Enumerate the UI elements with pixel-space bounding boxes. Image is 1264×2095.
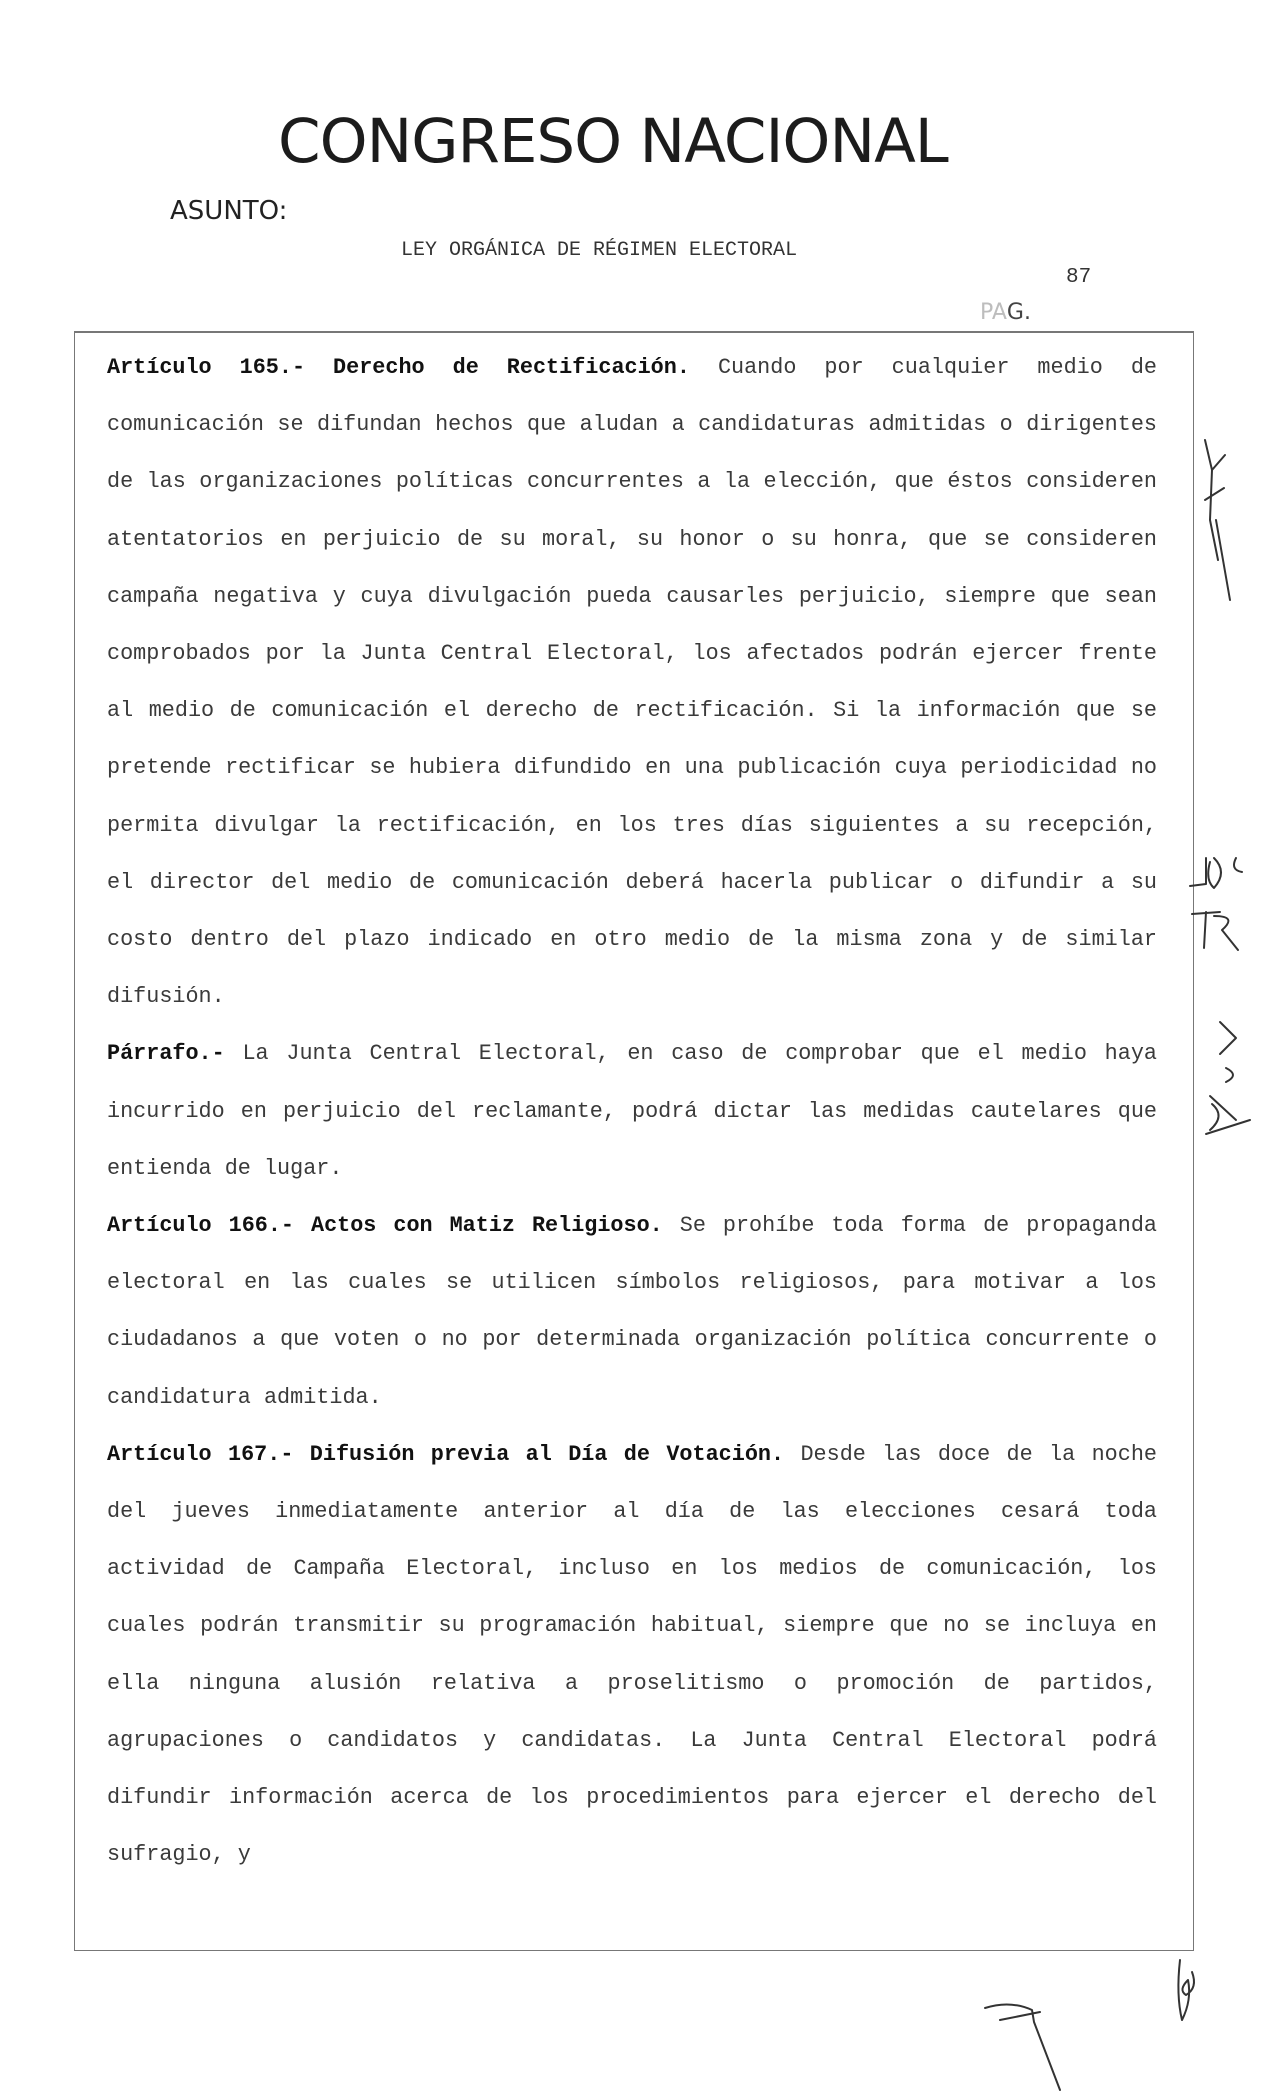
margin-initials-lower	[1206, 1022, 1250, 1134]
parrafo-text: La Junta Central Electoral, en caso de comprobar que el medio haya incurrido en perjuicio del reclamante, podrá dictar las medidas cautelares que entienda de lugar.	[107, 1041, 1157, 1181]
article-167	[107, 1426, 1157, 1884]
article-166-heading: Artículo 166.- Actos con Matiz Religioso.	[107, 1213, 663, 1239]
initials-bottom-right	[1178, 1960, 1194, 2020]
signature	[985, 2004, 1060, 2090]
article-166-text: Se prohíbe toda forma de propaganda electoral en las cuales se utilicen símbolos religiosos, para motivar a los ciudadanos a que voten o no por determinada organización política concurrente o candidatura admitida.	[107, 1213, 1158, 1410]
page-label-faint: PA	[980, 300, 1007, 325]
article-165	[107, 339, 1157, 1025]
article-166	[107, 1197, 1157, 1426]
parrafo-heading: Párrafo.-	[107, 1041, 225, 1067]
page-label-rest: G.	[1006, 300, 1031, 325]
article-167-heading: Artículo 167.- Difusión previa al Día de Votación.	[107, 1441, 785, 1467]
article-167-text: Desde las doce de la noche del jueves inmediatamente anterior al día de las elecciones cesará toda actividad de Campaña Electoral, incluso en los medios de comunicación, los cuales podrán transmitir su programación habitual, siempre que no se incluya en ella ninguna alusión relativa a proselitismo o promoción de partidos, agrupaciones o candidatos y candidatas. La Junta Central Electoral podrá difundir información acerca de los procedimientos para ejercer el derecho del sufragio, y	[107, 1441, 1158, 1868]
margin-initials-top	[1205, 440, 1230, 600]
article-165-text: Cuando por cualquier medio de comunicación se difundan hechos que aludan a candidaturas admitidas o dirigentes de las organizaciones políticas concurrentes a la elección, que éstos consideren atentatorios en perjuicio de su moral, su honor o su honra, que se consideren campaña negativa y cuya divulgación pueda causarles perjuicio, siempre que sean comprobados por la Junta Central Electoral, los afectados podrán ejercer frente al medio de comunicación el derecho de rectificación. Si la información que se pretende rectificar se hubiera difundido en una publicación cuya periodicidad no permita divulgar la rectificación, en los tres días siguientes a su recepción, el director del medio de comunicación deberá hacerla publicar o difundir a su costo dentro del plazo indicado en otro medio de la misma zona y de similar difusión.	[107, 355, 1157, 1010]
asunto-label: ASUNTO:	[170, 196, 288, 226]
margin-initials-middle	[1190, 858, 1242, 950]
parrafo	[107, 1025, 1157, 1197]
page-label	[980, 300, 1031, 325]
article-165-heading: Artículo 165.- Derecho de Rectificación.	[107, 355, 690, 380]
page-number: 87	[1066, 266, 1092, 289]
page-title: CONGRESO NACIONAL	[278, 106, 948, 177]
document-body	[107, 339, 1157, 1883]
document-subject: LEY ORGÁNICA DE RÉGIMEN ELECTORAL	[401, 239, 798, 262]
